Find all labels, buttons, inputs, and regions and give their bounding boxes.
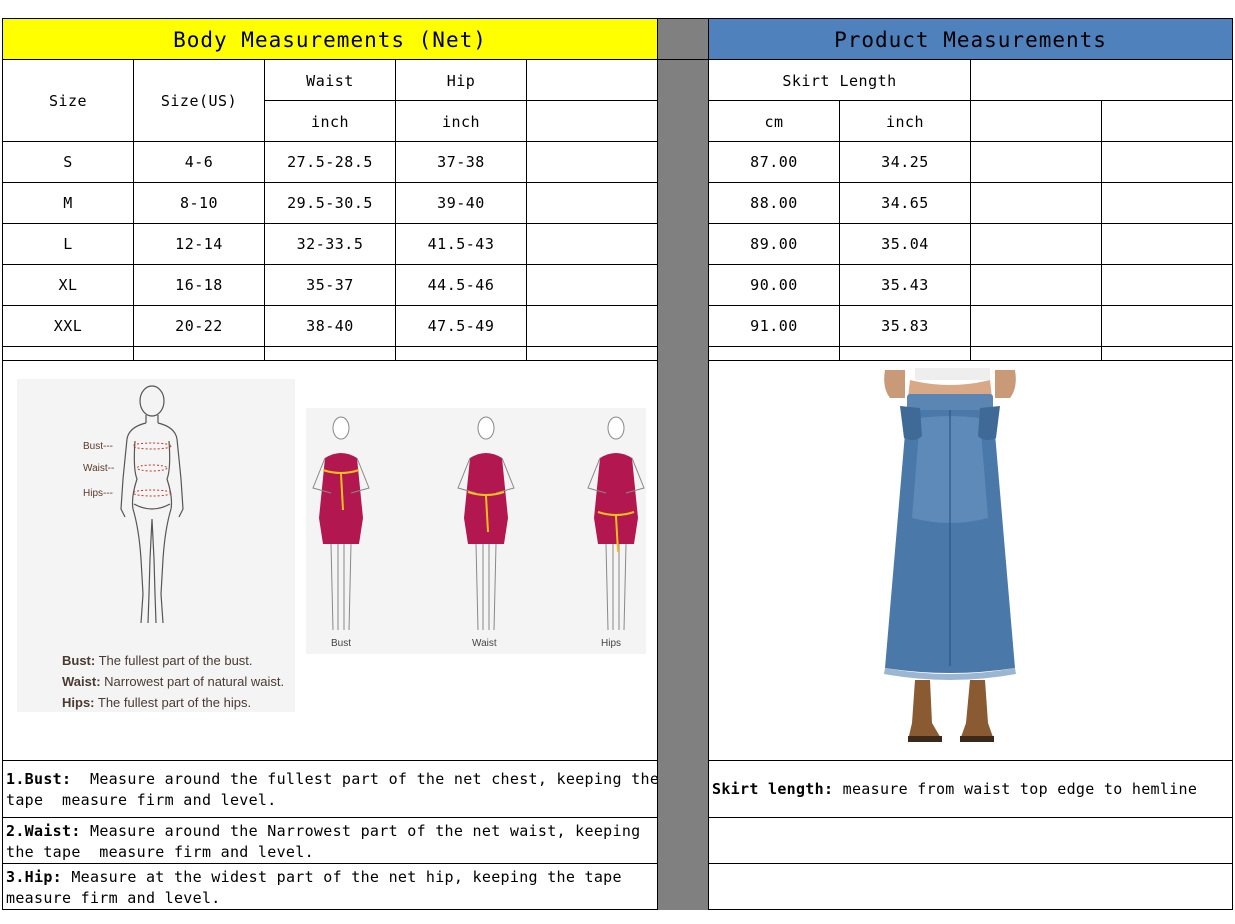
grid-line [708,863,1233,864]
grid-line [1101,100,1102,360]
cell-hip: 37-38 [437,153,485,171]
header-skirt-length: Skirt Length [782,71,897,90]
desc-hips: Hips: The fullest part of the hips. [62,695,252,710]
grid-line [2,817,658,818]
cell-size: M [63,194,73,212]
note-waist: 2.Waist: Measure around the Narrowest part of the net waist, keeping the tape measure firm and level. [6,822,641,861]
header-waist: Waist [306,71,354,90]
cell-hip: 41.5-43 [427,235,495,253]
cell-inch: 35.04 [881,235,929,253]
grid-line [2,18,1233,19]
body-measurements-title: Body Measurements (Net) [173,27,487,52]
model-figure [313,417,369,630]
body-outline-panel [17,379,295,712]
cell-size_us: 16-18 [175,276,223,294]
cell-size: S [63,153,73,171]
cell-size: XL [58,276,78,294]
model-figure [588,417,644,630]
grid-line [2,863,658,864]
body-outline-figure [17,379,295,629]
cell-waist: 29.5-30.5 [287,194,373,212]
header-size-us: Size(US) [160,92,238,110]
cell-hip: 47.5-49 [427,317,495,335]
cell-cm: 89.00 [750,235,798,253]
cell-size: XXL [53,317,83,335]
grid-line [2,760,658,761]
cell-cm: 90.00 [750,276,798,294]
model-label-waist: Waist [472,638,497,649]
cell-size_us: 8-10 [179,194,219,212]
cell-waist: 38-40 [306,317,354,335]
skirt-product-image [860,368,1040,746]
cell-inch: 35.83 [881,317,929,335]
measuring-models-panel [306,408,646,654]
cell-waist: 32-33.5 [296,235,364,253]
denim-skirt-figure [860,368,1040,746]
header-size: Size [48,92,88,110]
label-waist: Waist-- [83,463,115,474]
cell-inch: 34.25 [881,153,929,171]
cell-size_us: 12-14 [175,235,223,253]
grid-line [2,360,658,361]
cell-waist: 35-37 [306,276,354,294]
note-hip: 3.Hip: Measure at the widest part of the net hip, keeping the tape measure firm and level. [6,868,622,907]
grid-line [2,346,658,347]
cell-waist: 27.5-28.5 [287,153,373,171]
grid-line [526,59,527,141]
cell-cm: 87.00 [750,153,798,171]
cell-size: L [63,235,73,253]
header-waist-unit: inch [310,112,350,131]
header-hip-unit: inch [441,112,481,131]
grid-line [1232,18,1233,910]
measuring-models-figure [306,408,646,654]
cell-cm: 91.00 [750,317,798,335]
model-label-hips: Hips [601,638,622,649]
cell-hip: 44.5-46 [427,276,495,294]
model-figure [458,417,514,630]
desc-bust: Bust: The fullest part of the bust. [62,653,253,668]
note-bust: 1.Bust: Measure around the fullest part of the net chest, keeping the tape measure firm and level. [6,770,660,809]
grid-line [2,909,658,910]
header-inch: inch [885,112,925,131]
grid-line [970,59,971,360]
note-skirt-length: Skirt length: measure from waist top edge to hemline [712,780,1198,798]
header-hip: Hip [446,71,476,90]
label-bust: Bust--- [83,441,113,452]
cell-inch: 35.43 [881,276,929,294]
grid-line [708,360,1233,361]
model-label-bust: Bust [331,638,352,649]
cell-size_us: 20-22 [175,317,223,335]
label-hips: Hips--- [83,488,113,499]
product-measurements-title: Product Measurements [834,27,1107,52]
column-divider-lower [658,360,708,910]
grid-line [708,909,1233,910]
cell-inch: 34.65 [881,194,929,212]
cell-size_us: 4-6 [184,153,214,171]
cell-cm: 88.00 [750,194,798,212]
grid-line [708,817,1233,818]
grid-line [708,760,1233,761]
column-divider [658,19,708,360]
cell-hip: 39-40 [437,194,485,212]
desc-waist: Waist: Narrowest part of natural waist. [62,674,285,689]
header-cm: cm [764,112,784,131]
